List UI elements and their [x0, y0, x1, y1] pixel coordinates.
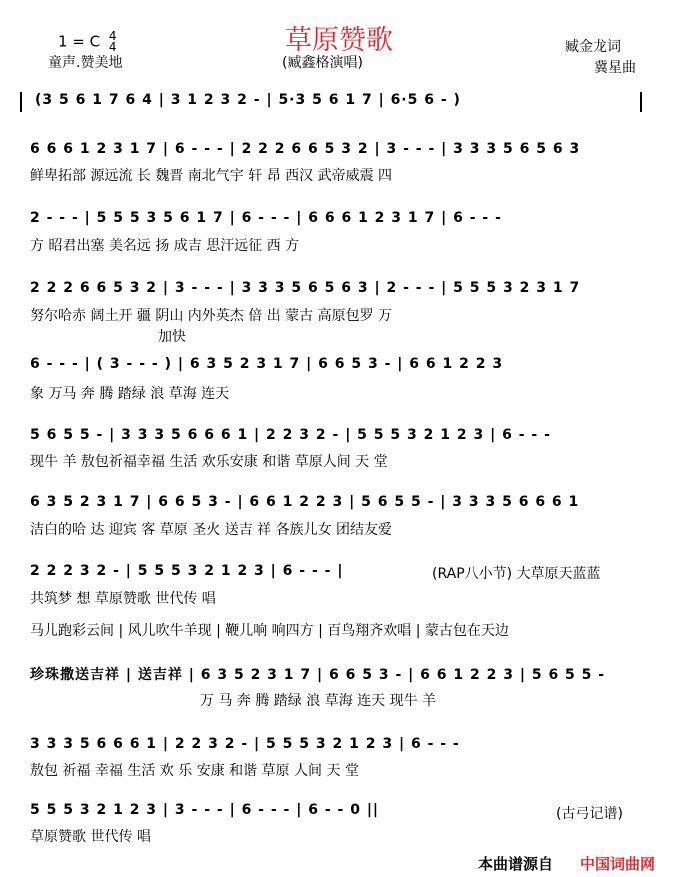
score-line-12-lyrics: 草原赞歌 世代传 唱: [30, 829, 151, 845]
score-line-12-notes: 5 5 5 3 2 1 2 3 | 3 - - - | 6 - - - | 6 - - 0 ||: [30, 802, 380, 818]
score-line-7-lyrics: 洁白的哈 达 迎宾 客 草原 圣火 送吉 祥 各族儿女 团结友爱: [30, 522, 393, 538]
recorder-note: (古弓记谱): [556, 806, 623, 822]
score-line-5-lyrics: 象 万马 奔 腾 踏绿 浪 草海 连天: [30, 386, 230, 402]
key-label: 1 = C: [58, 32, 101, 51]
rap-annotation: (RAP八小节) 大草原天蓝蓝: [432, 566, 601, 582]
score-line-8-notes: 2 2 2 3 2 - | 5 5 5 3 2 1 2 3 | 6 - - - |: [30, 563, 344, 579]
time-signature: [109, 31, 117, 53]
score-line-6-notes: 5 6 5 5 - | 3 3 3 5 6 6 6 1 | 2 2 3 2 - | 5 5 5 3 2 1 2 3 | 6 - - -: [30, 427, 551, 443]
score-line-3-lyrics: 方 昭君出塞 美名远 扬 成吉 思汗远征 西 方: [30, 238, 300, 254]
score-line-10-notes: 珍珠撒送吉祥 | 送吉祥 | 6 3 5 2 3 1 7 | 6 6 5 3 - | 6 6 1 2 2 3 | 5 6 5 5 -: [30, 667, 606, 683]
score-line-6-lyrics: 现牛 羊 敖包祈福幸福 生活 欢乐安康 和谐 草原人间 天 堂: [30, 454, 388, 470]
site-link[interactable]: 中国词曲网: [580, 855, 656, 873]
song-title: 草原赞歌: [285, 25, 393, 56]
tempo-marking: 加快: [158, 329, 186, 345]
score-line-10-lyrics: 万 马 奔 腾 踏绿 浪 草海 连天 现牛 羊: [200, 693, 437, 709]
performer: (臧鑫格演唱): [282, 55, 363, 71]
time-top: 4: [108, 29, 117, 43]
score-line-4-lyrics: 努尔哈赤 阔土开 疆 阴山 内外英杰 倍 出 蒙古 高原包罗 万: [30, 308, 393, 324]
composer: 冀星曲: [594, 60, 636, 76]
barline: [20, 92, 22, 112]
score-line-7-notes: 6 3 5 2 3 1 7 | 6 6 5 3 - | 6 6 1 2 2 3 | 5 6 5 5 - | 3 3 3 5 6 6 6 1: [30, 494, 580, 510]
singer: 童声.赞美地: [48, 55, 123, 71]
score-line-11-notes: 3 3 3 5 6 6 6 1 | 2 2 3 2 - | 5 5 5 3 2 1 2 3 | 6 - - -: [30, 736, 460, 752]
time-bottom: 4: [108, 40, 117, 54]
score-line-1: (3 5 6 1 7 6 4 | 3 1 2 3 2 - | 5·3 5 6 1 7 | 6·5 6 - ): [35, 92, 461, 108]
score-line-11-lyrics: 敖包 祈福 幸福 生活 欢 乐 安康 和谐 草原 人间 天 堂: [30, 763, 359, 779]
key-signature: [58, 31, 117, 53]
rap-lyrics: 马儿跑彩云间 | 风儿吹牛羊现 | 鞭儿响 响四方 | 百鸟翔齐欢唱 | 蒙古包在天边: [30, 623, 509, 639]
score-line-2-lyrics: 鲜卑拓部 源远流 长 魏晋 南北气宇 轩 昂 西汉 武帝威震 四: [30, 168, 393, 184]
lyricist: 臧金龙词: [565, 39, 621, 55]
score-line-5-notes: 6 - - - | ( 3 - - - ) | 6 3 5 2 3 1 7 | 6 6 5 3 - | 6 6 1 2 2 3: [30, 356, 504, 372]
score-line-3-notes: 2 - - - | 5 5 5 3 5 6 1 7 | 6 - - - | 6 6 6 1 2 3 1 7 | 6 - - -: [30, 210, 502, 226]
score-line-2-notes: 6 6 6 1 2 3 1 7 | 6 - - - | 2 2 2 6 6 5 3 2 | 3 - - - | 3 3 3 5 6 5 6 3: [30, 141, 581, 157]
source-label: 本曲谱源自: [478, 855, 554, 873]
barline: [640, 92, 642, 112]
score-line-8-lyrics: 共筑梦 想 草原赞歌 世代传 唱: [30, 591, 216, 607]
score-line-4-notes: 2 2 2 6 6 5 3 2 | 3 - - - | 3 3 3 5 6 5 6 3 | 2 - - - | 5 5 5 3 2 3 1 7: [30, 280, 581, 296]
